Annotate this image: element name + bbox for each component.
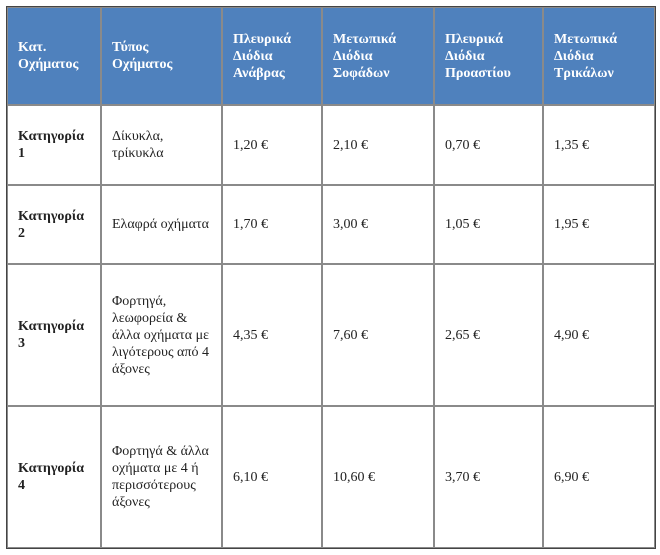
category-cell: Κατηγορία 1 — [7, 105, 101, 185]
price-cell: 1,70 € — [222, 185, 322, 263]
header-sofades-front-tolls: Μετωπικά Διόδια Σοφάδων — [322, 7, 434, 105]
price-cell: 7,60 € — [322, 264, 434, 407]
price-cell: 6,90 € — [543, 406, 655, 548]
header-anavra-side-tolls: Πλευρικά Διόδια Ανάβρας — [222, 7, 322, 105]
header-trikala-front-tolls: Μετωπικά Διόδια Τρικάλων — [543, 7, 655, 105]
vehicle-type-cell: Φορτηγά, λεωφορεία & άλλα οχήματα με λιγότερους από 4 άξονες — [101, 264, 222, 407]
header-vehicle-category: Κατ. Οχήματος — [7, 7, 101, 105]
category-cell: Κατηγορία 2 — [7, 185, 101, 263]
price-cell: 1,95 € — [543, 185, 655, 263]
vehicle-type-cell: Ελαφρά οχήματα — [101, 185, 222, 263]
table-row — [7, 185, 655, 263]
price-cell: 2,65 € — [434, 264, 543, 407]
header-proastio-side-tolls: Πλευρικά Διόδια Προαστίου — [434, 7, 543, 105]
price-cell: 4,35 € — [222, 264, 322, 407]
price-cell: 1,35 € — [543, 105, 655, 185]
table-row — [7, 264, 655, 407]
toll-prices-table — [6, 6, 656, 549]
vehicle-type-cell: Δίκυκλα, τρίκυκλα — [101, 105, 222, 185]
header-row — [7, 7, 655, 105]
price-cell: 10,60 € — [322, 406, 434, 548]
vehicle-type-cell: Φορτηγά & άλλα οχήματα με 4 ή περισσότερους άξονες — [101, 406, 222, 548]
price-cell: 2,10 € — [322, 105, 434, 185]
price-cell: 1,20 € — [222, 105, 322, 185]
category-cell: Κατηγορία 4 — [7, 406, 101, 548]
price-cell: 1,05 € — [434, 185, 543, 263]
category-cell: Κατηγορία 3 — [7, 264, 101, 407]
price-cell: 0,70 € — [434, 105, 543, 185]
price-cell: 3,70 € — [434, 406, 543, 548]
table-row — [7, 105, 655, 185]
price-cell: 3,00 € — [322, 185, 434, 263]
table-row — [7, 406, 655, 548]
header-vehicle-type: Τύπος Οχήματος — [101, 7, 222, 105]
price-cell: 4,90 € — [543, 264, 655, 407]
price-cell: 6,10 € — [222, 406, 322, 548]
